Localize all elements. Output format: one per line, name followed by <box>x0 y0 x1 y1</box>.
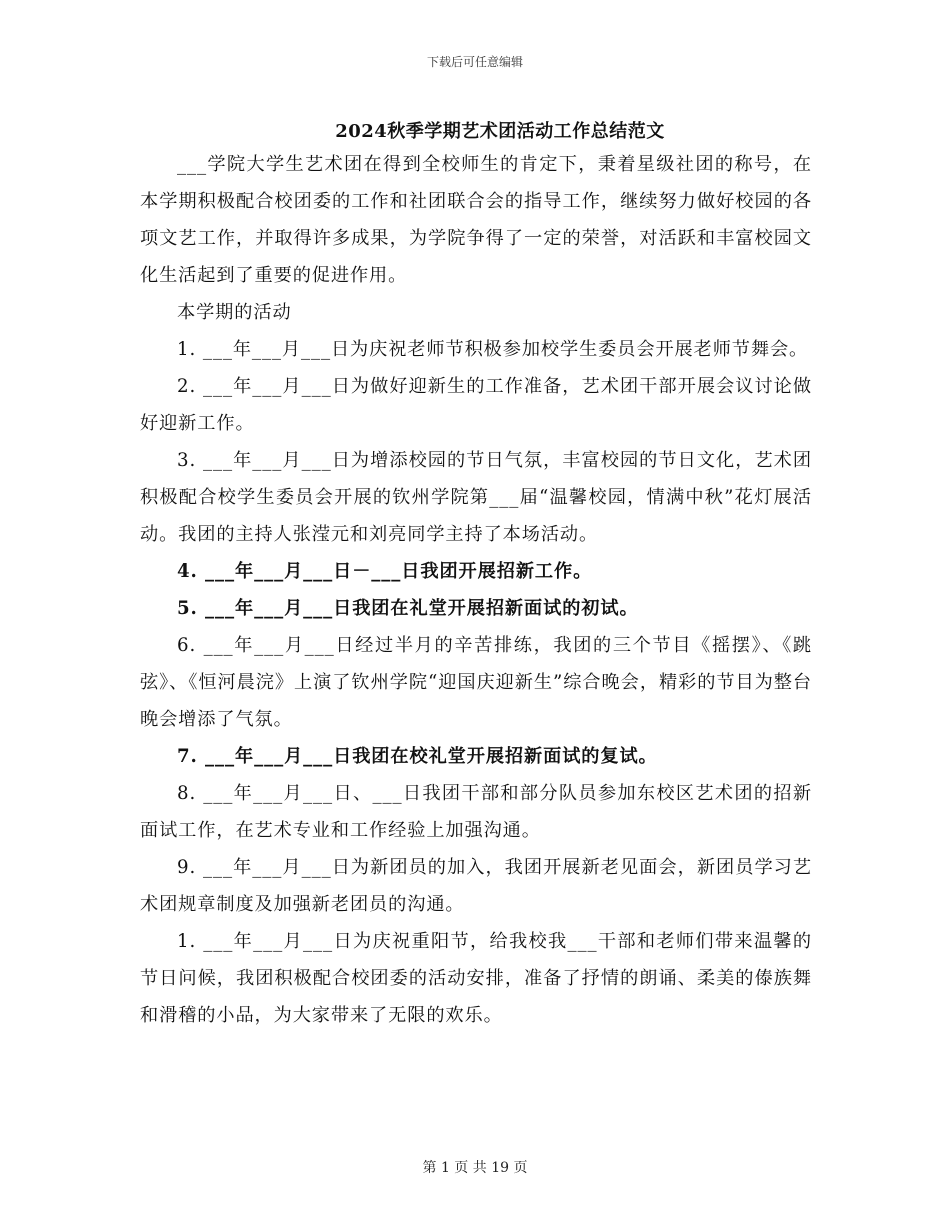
page-header-note: 下载后可任意编辑 <box>426 55 523 69</box>
paragraph-activity: 3. ___年___月___日为增添校园的节日气氛，丰富校园的节日文化，艺术团积极配合校学生委员会开展的钦州学院第___届“温馨校园，情满中秋”花灯展活动。我团的主持人张滢元和刘亮同学主持了本场活动。 <box>140 450 812 545</box>
paragraph-activity: 5. ___年___月___日我团在礼堂开展招新面试的初试。 <box>177 598 639 619</box>
paragraph-activity: 2. ___年___月___日为做好迎新生的工作准备，艺术团干部开展会议讨论做好迎新工作。 <box>140 376 812 434</box>
paragraph-activity: 1. ___年___月___日为庆祝老师节积极参加校学生委员会开展老师节舞会。 <box>177 339 809 360</box>
paragraph-intro: ___学院大学生艺术团在得到全校师生的肯定下，秉着星级社团的称号，在本学期积极配合校团委的工作和社团联合会的指导工作，继续努力做好校园的各项文艺工作，并取得许多成果，为学院争得了一定的荣誉，对活跃和丰富校园文化生活起到了重要的促进作用。 <box>140 154 812 286</box>
paragraph-activity: 6. ___年___月___日经过半月的辛苦排练，我团的三个节目《摇摆》、《跳弦》、《恒河晨浣》上演了钦州学院“迎国庆迎新生”综合晚会，精彩的节目为整台晚会增添了气氛。 <box>140 635 812 730</box>
paragraph-section-heading: 本学期的活动 <box>177 302 292 323</box>
paragraph-activity: 4. ___年___月___日－___日我团开展招新工作。 <box>177 561 593 582</box>
document-body <box>140 146 812 1034</box>
paragraph-activity: 7. ___年___月___日我团在校礼堂开展招新面试的复试。 <box>177 746 658 767</box>
document-title: 2024秋季学期艺术团活动工作总结范文 <box>335 121 665 142</box>
paragraph-activity: 9. ___年___月___日为新团员的加入，我团开展新老见面会，新团员学习艺术团规章制度及加强新老团员的沟通。 <box>140 857 812 915</box>
paragraph-activity: 8. ___年___月___日、___日我团干部和部分队员参加东校区艺术团的招新面试工作，在艺术专业和工作经验上加强沟通。 <box>140 783 812 841</box>
paragraph-activity: 1. ___年___月___日为庆祝重阳节，给我校我___干部和老师们带来温馨的节日问候，我团积极配合校团委的活动安排，准备了抒情的朗诵、柔美的傣族舞和滑稽的小品，为大家带来了无限的欢乐。 <box>140 931 812 1026</box>
page-number-footer: 第 1 页 共 19 页 <box>422 1160 528 1176</box>
